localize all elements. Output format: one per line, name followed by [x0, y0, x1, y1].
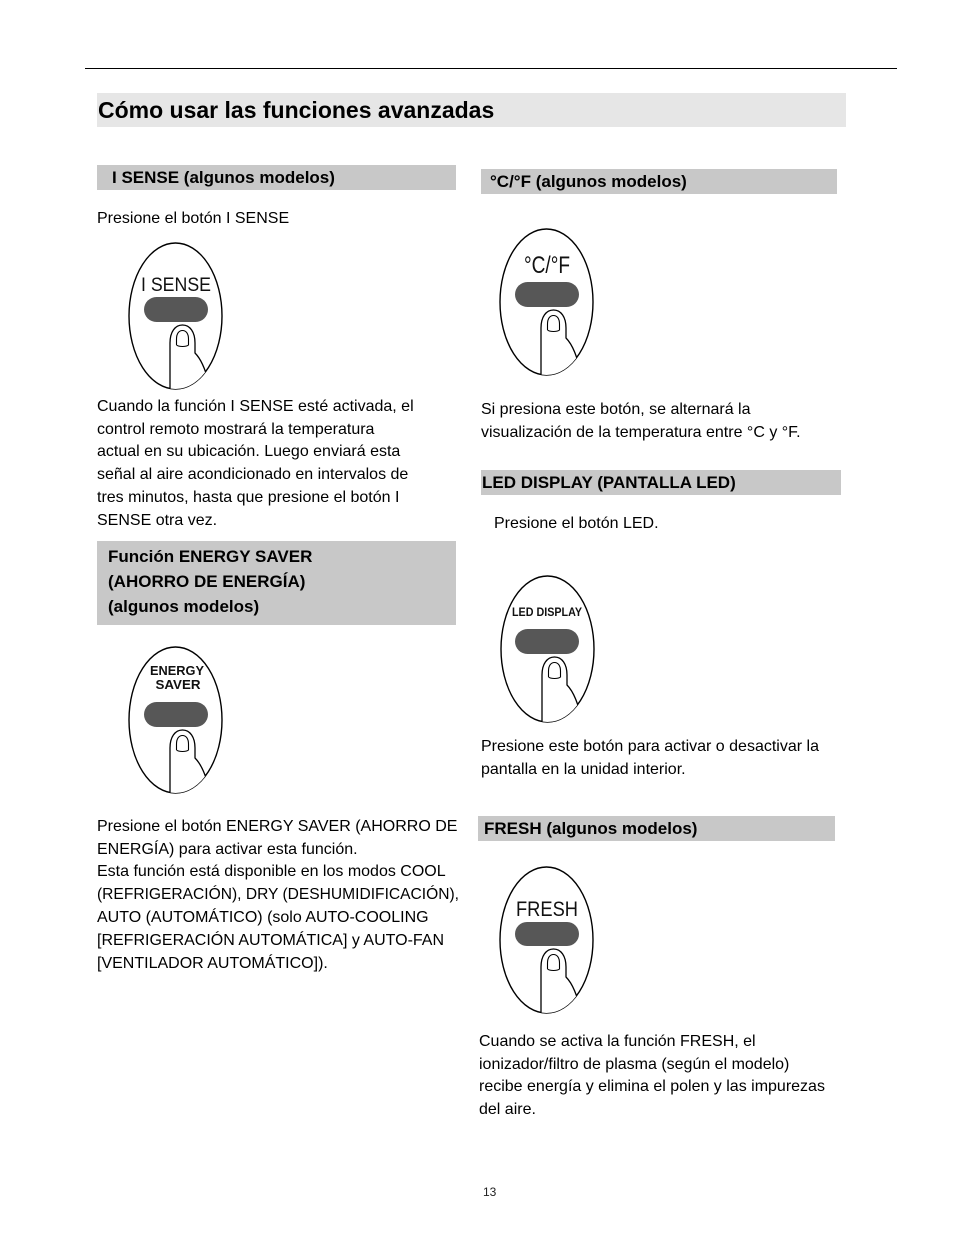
- instruction-text-isense: Presione el botón I SENSE: [97, 209, 290, 227]
- button-label-led-display: LED DISPLAY: [512, 607, 583, 619]
- section-header-line: (AHORRO DE ENERGÍA): [108, 571, 306, 591]
- section-header-line: Función ENERGY SAVER: [108, 546, 313, 566]
- description-energy-saver: [97, 816, 469, 976]
- button-label-temp-unit: °C/°F: [524, 252, 570, 279]
- section-header-label: FRESH (algunos modelos): [484, 819, 698, 838]
- instruction-text-led: Presione el botón LED.: [494, 514, 659, 532]
- description-line: recibe energía y elimina el polen y las impurezas: [479, 1078, 825, 1096]
- description-line: [VENTILADOR AUTOMÁTICO]).: [97, 955, 328, 973]
- description-line: Si presiona este botón, se alternará la: [481, 400, 751, 418]
- button-label-energy-line1: ENERGY: [150, 663, 205, 678]
- section-header-line: (algunos modelos): [108, 596, 260, 616]
- section-header-label: °C/°F (algunos modelos): [490, 172, 687, 191]
- description-line: control remoto mostrará la temperatura: [97, 420, 375, 438]
- description-line: Esta función está disponible en los modos COOL: [97, 863, 446, 881]
- description-line: (REFRIGERACIÓN), DRY (DESHUMIDIFICACIÓN),: [97, 886, 459, 904]
- description-line: ENERGÍA) para activar esta función.: [97, 840, 358, 858]
- top-rule: [85, 68, 897, 69]
- section-header-fresh: [478, 816, 835, 841]
- description-line: Cuando la función I SENSE esté activada, el: [97, 397, 414, 415]
- section-header-isense: [97, 165, 456, 190]
- description-led-display: [481, 736, 819, 782]
- section-header-led-display: [481, 470, 841, 495]
- section-header-label: LED DISPLAY (PANTALLA LED): [482, 473, 736, 492]
- description-line: visualización de la temperatura entre °C y °F.: [481, 423, 801, 441]
- fresh-button-illustration: [498, 865, 595, 1015]
- section-header-energy-saver: [97, 541, 456, 625]
- button-pill: [144, 297, 208, 322]
- section-header-label: I SENSE (algunos modelos): [112, 168, 335, 187]
- energy-saver-button-illustration: [127, 645, 224, 795]
- description-line: señal al aire acondicionado en intervalos de: [97, 466, 409, 484]
- description-fresh: [479, 1031, 825, 1123]
- page-number: 13: [483, 1185, 497, 1199]
- button-pill: [515, 629, 579, 654]
- description-line: Cuando se activa la función FRESH, el: [479, 1032, 756, 1050]
- page-title: Cómo usar las funciones avanzadas: [98, 97, 495, 123]
- button-label-fresh: FRESH: [516, 898, 578, 921]
- led-display-button-illustration: [499, 574, 596, 724]
- description-line: del aire.: [479, 1101, 536, 1119]
- button-pill: [144, 702, 208, 727]
- button-label-energy-line2: SAVER: [155, 677, 202, 692]
- button-pill: [515, 282, 579, 307]
- description-line: AUTO (AUTOMÁTICO) (solo AUTO-COOLING: [97, 909, 429, 927]
- description-line: actual en su ubicación. Luego enviará esta: [97, 443, 401, 461]
- description-line: Presione este botón para activar o desactivar la: [481, 737, 819, 755]
- temp-unit-button-illustration: [498, 227, 595, 377]
- title-bar: [97, 93, 846, 127]
- button-pill: [515, 922, 579, 946]
- description-line: SENSE otra vez.: [97, 512, 218, 530]
- description-line: pantalla en la unidad interior.: [481, 760, 686, 778]
- isense-button-illustration: [127, 241, 224, 391]
- description-temp-unit: [481, 399, 801, 445]
- button-label-isense: I SENSE: [141, 275, 211, 296]
- description-isense: [97, 396, 414, 533]
- description-line: [REFRIGERACIÓN AUTOMÁTICA] y AUTO-FAN: [97, 932, 445, 950]
- description-line: ionizador/filtro de plasma (según el modelo): [479, 1055, 790, 1073]
- description-line: tres minutos, hasta que presione el botón I: [97, 489, 400, 507]
- description-line: Presione el botón ENERGY SAVER (AHORRO DE: [97, 817, 458, 835]
- section-header-temp-unit: [481, 169, 837, 194]
